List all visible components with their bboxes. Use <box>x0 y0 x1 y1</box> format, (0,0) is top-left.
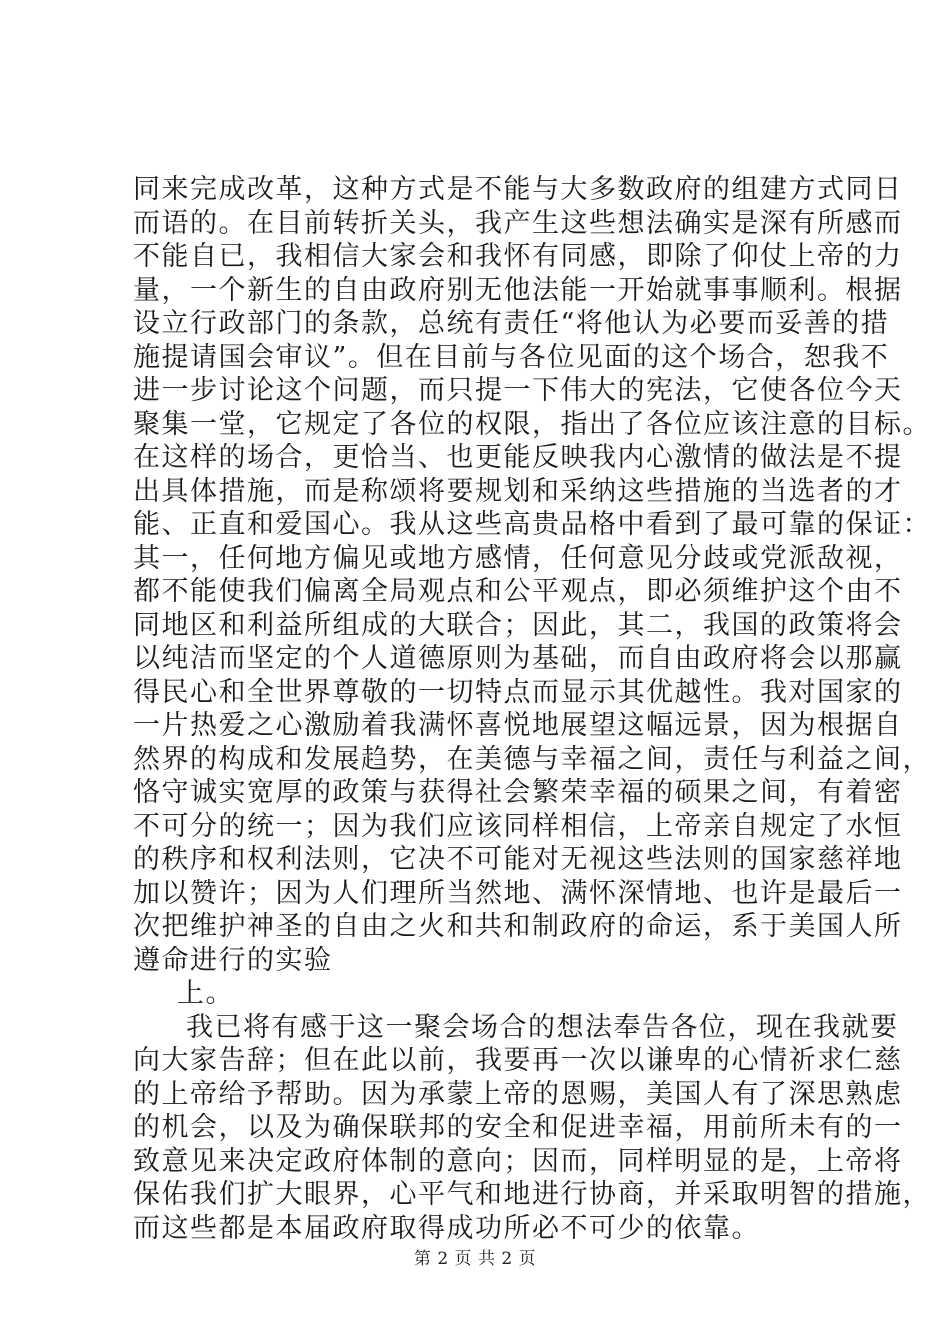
text-line: 加以赞许；因为人们理所当然地、满怀深情地、也许是最后一 <box>133 877 903 909</box>
text-line: 不可分的统一；因为我们应该同样相信，上帝亲自规定了水恒 <box>133 810 903 842</box>
text-line: 同来完成改革，这种方式是不能与大多数政府的组建方式同日 <box>133 174 903 205</box>
text-line: 向大家告辞；但在此以前，我要再一次以谦卑的心情祈求仁慈 <box>133 1045 903 1076</box>
text-line: 出具体措施，而是称颂将要规划和采纳这些措施的当选者的才 <box>133 475 903 507</box>
text-line: 进一步讨论这个问题，而只提一下伟大的宪法，它使各位今天 <box>133 375 903 406</box>
text-line: 不能自已，我相信大家会和我怀有同感，即除了仰仗上帝的力 <box>133 241 903 272</box>
text-line: 我已将有感于这一聚会场合的想法奉告各位，现在我就要 <box>186 1011 899 1043</box>
text-line: 设立行政部门的条款，总统有责任“将他认为必要而妥善的措 <box>133 308 890 339</box>
text-line: 聚集一堂，它规定了各位的权限，指出了各位应该注意的目标。 <box>133 408 931 440</box>
text-line: 的秩序和权利法则，它决不可能对无视这些法则的国家慈祥地 <box>133 844 903 875</box>
text-line: 得民心和全世界尊敬的一切特点而显示其优越性。我对国家的 <box>133 676 903 708</box>
text-line: 的机会，以及为确保联邦的安全和促进幸福，用前所未有的一 <box>133 1112 903 1143</box>
text-line: 以纯洁而坚定的个人道德原则为基础，而自由政府将会以那赢 <box>133 643 903 674</box>
text-line: 在这样的场合，更恰当、也更能反映我内心激情的做法是不提 <box>133 442 903 473</box>
page-number-footer: 第 2 页 共 2 页 <box>413 1249 537 1269</box>
text-line: 次把维护神圣的自由之火和共和制政府的命运，系于美国人所 <box>133 911 903 942</box>
paragraph-1 <box>133 173 931 977</box>
text-line: 而这些都是本届政府取得成功所必不可少的依靠。 <box>133 1212 760 1244</box>
text-line: 同地区和利益所组成的大联合；因此，其二，我国的政策将会 <box>133 609 903 641</box>
text-line: 都不能使我们偏离全局观点和公平观点，即必须维护这个由不 <box>133 576 903 607</box>
text-line: 施提请国会审议”。但在目前与各位见面的这个场合，恕我不 <box>133 341 890 373</box>
text-line: 能、正直和爱国心。我从这些高贵品格中看到了最可靠的保证： <box>133 509 931 540</box>
fragment-line: 上。 <box>177 978 234 1009</box>
text-line: 一片热爱之心激励着我满怀喜悦地展望这幅远景，因为根据自 <box>133 710 903 741</box>
document-body <box>133 173 931 1245</box>
text-line: 量，一个新生的自由政府别无他法能一开始就事事顺利。根据 <box>133 274 903 306</box>
paragraph-2 <box>133 1011 931 1246</box>
text-line: 致意见来决定政府体制的意向；因而，同样明显的是，上帝将 <box>133 1145 903 1177</box>
text-line: 保佑我们扩大眼界，心平气和地进行协商，并采取明智的措施， <box>133 1179 931 1210</box>
text-line: 然界的构成和发展趋势，在美德与幸福之间，责任与利益之间， <box>133 743 931 775</box>
text-line: 而语的。在目前转折关头，我产生这些想法确实是深有所感而 <box>133 207 903 239</box>
text-line: 的上帝给予帮助。因为承蒙上帝的恩赐，美国人有了深思熟虑 <box>133 1078 903 1110</box>
text-line: 恪守诚实宽厚的政策与获得社会繁荣幸福的硕果之间，有着密 <box>133 777 903 808</box>
text-line: 其一，任何地方偏见或地方感情，任何意见分歧或党派敌视， <box>133 542 903 574</box>
text-line: 遵命进行的实验 <box>133 944 333 976</box>
